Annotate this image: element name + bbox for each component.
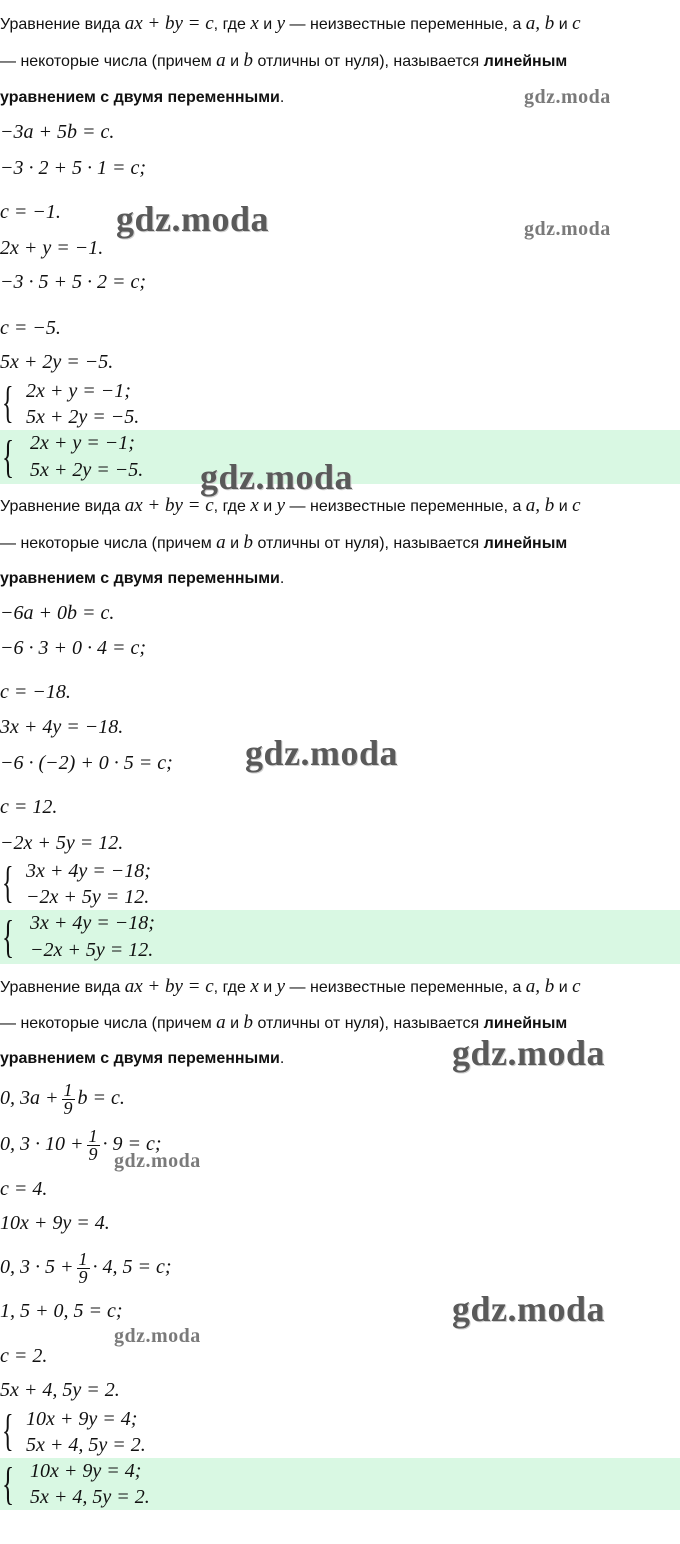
definition-var: a, b xyxy=(525,495,555,516)
fraction-numerator: 1 xyxy=(63,1080,73,1100)
definition-text: и xyxy=(558,16,568,33)
definition-text: , где xyxy=(213,16,246,33)
answer-equation: 3x + 4y = −18; xyxy=(30,912,155,934)
answer-equation: 5x + 2y = −5. xyxy=(30,459,144,481)
definition-equation: ax + by = c xyxy=(124,13,214,34)
definition-text: Уравнение вида xyxy=(0,16,121,33)
definition-var: a, b xyxy=(525,13,555,34)
brace-icon: { xyxy=(2,858,14,907)
brace-icon: { xyxy=(2,431,15,482)
definition-line-1 xyxy=(0,496,581,517)
definition-text: Уравнение вида xyxy=(0,979,121,996)
definition-text: — неизвестные переменные, а xyxy=(289,979,522,996)
math-line: −6 · (−2) + 0 · 5 = c; xyxy=(0,752,173,774)
definition-line-1 xyxy=(0,977,581,998)
definition-var: y xyxy=(276,495,286,516)
definition-text: , где xyxy=(213,498,246,515)
definition-var: y xyxy=(276,976,286,997)
fraction-denominator: 9 xyxy=(78,1267,88,1287)
definition-line-2 xyxy=(0,533,567,554)
definition-text: отличны от нуля), называется xyxy=(257,53,480,70)
brace-icon: { xyxy=(2,1406,14,1455)
definition-text: — некоторые числа (причем xyxy=(0,53,212,70)
math-line: 5x + 2y = −5. xyxy=(0,351,114,373)
definition-var: x xyxy=(250,13,259,34)
equation-system xyxy=(0,1406,300,1458)
definition-text: и xyxy=(230,535,240,552)
answer-equation: 5x + 4, 5y = 2. xyxy=(30,1486,150,1508)
math-line: 10x + 9y = 4. xyxy=(0,1212,110,1234)
fraction xyxy=(87,1128,100,1163)
math-part: · 9 = c; xyxy=(102,1133,162,1156)
math-part: b = c. xyxy=(77,1087,125,1110)
math-line: c = 4. xyxy=(0,1178,48,1200)
math-part: 0, 3 · 5 + xyxy=(0,1256,74,1279)
fraction-denominator: 9 xyxy=(63,1098,73,1118)
definition-var: a xyxy=(216,532,226,553)
definition-text: — некоторые числа (причем xyxy=(0,1015,212,1032)
math-line: −6a + 0b = c. xyxy=(0,602,115,624)
math-line: −3 · 5 + 5 · 2 = c; xyxy=(0,271,147,293)
definition-text: — некоторые числа (причем xyxy=(0,535,212,552)
answer-equation: −2x + 5y = 12. xyxy=(30,939,154,961)
definition-text: и xyxy=(263,979,273,996)
definition-var: a, b xyxy=(525,976,555,997)
math-line: c = −1. xyxy=(0,201,61,223)
math-line: −2x + 5y = 12. xyxy=(0,832,124,854)
definition-var: c xyxy=(572,976,581,997)
definition-text: и xyxy=(558,498,568,515)
definition-term: уравнением с двумя переменными xyxy=(0,89,280,106)
definition-var: b xyxy=(243,1012,254,1033)
definition-text: , где xyxy=(213,979,246,996)
watermark-logo: gdz.moda xyxy=(524,218,611,240)
brace-icon: { xyxy=(2,378,14,427)
math-line: −3 · 2 + 5 · 1 = c; xyxy=(0,157,147,179)
math-line: −6 · 3 + 0 · 4 = c; xyxy=(0,637,147,659)
fraction-numerator: 1 xyxy=(78,1249,88,1269)
system-equation: −2x + 5y = 12. xyxy=(26,886,150,908)
definition-var: b xyxy=(243,50,254,71)
definition-text: отличны от нуля), называется xyxy=(257,1015,480,1032)
system-equation: 5x + 2y = −5. xyxy=(26,406,140,428)
definition-line-2 xyxy=(0,1013,567,1034)
definition-term: линейным xyxy=(483,535,568,552)
definition-var: b xyxy=(243,532,254,553)
definition-var: x xyxy=(250,976,259,997)
definition-text: — неизвестные переменные, а xyxy=(289,16,522,33)
watermark-logo: gdz.moda xyxy=(114,1325,201,1347)
definition-var: a xyxy=(216,50,226,71)
definition-var: x xyxy=(250,495,259,516)
math-line: c = −5. xyxy=(0,317,61,339)
math-line: 1, 5 + 0, 5 = c; xyxy=(0,1300,123,1322)
definition-text: и xyxy=(230,1015,240,1032)
watermark-logo: gdz.moda xyxy=(452,1289,606,1329)
system-equation: 5x + 4, 5y = 2. xyxy=(26,1434,146,1456)
definition-term: уравнением с двумя переменными xyxy=(0,570,280,587)
definition-line-1 xyxy=(0,14,581,35)
system-equation: 2x + y = −1; xyxy=(26,380,131,402)
definition-line-3 xyxy=(0,88,284,108)
math-line-fraction xyxy=(0,1082,125,1117)
math-line: c = −18. xyxy=(0,681,71,703)
definition-text: отличны от нуля), называется xyxy=(257,535,480,552)
watermark-logo: gdz.moda xyxy=(245,733,399,773)
definition-var: c xyxy=(572,13,581,34)
equation-system xyxy=(0,858,300,910)
math-line: 5x + 4, 5y = 2. xyxy=(0,1379,120,1401)
definition-text: . xyxy=(279,89,285,106)
definition-text: — неизвестные переменные, а xyxy=(289,498,522,515)
math-line: c = 2. xyxy=(0,1345,48,1367)
fraction xyxy=(77,1251,90,1286)
fraction xyxy=(62,1082,75,1117)
math-line: 3x + 4y = −18. xyxy=(0,716,124,738)
definition-line-3 xyxy=(0,569,284,589)
math-line: −3a + 5b = c. xyxy=(0,121,115,143)
definition-var: c xyxy=(572,495,581,516)
watermark-logo: gdz.moda xyxy=(524,86,611,108)
definition-var: y xyxy=(276,13,286,34)
definition-term: линейным xyxy=(483,53,568,70)
watermark-logo: gdz.moda xyxy=(452,1033,606,1073)
definition-equation: ax + by = c xyxy=(124,976,214,997)
brace-icon: { xyxy=(2,911,15,962)
equation-system xyxy=(0,378,300,430)
watermark-logo: gdz.moda xyxy=(116,199,270,239)
brace-icon: { xyxy=(2,1458,15,1509)
definition-text: и xyxy=(230,53,240,70)
definition-term: линейным xyxy=(483,1015,568,1032)
fraction-numerator: 1 xyxy=(88,1126,98,1146)
math-line: c = 12. xyxy=(0,796,58,818)
math-part: 0, 3 · 10 + xyxy=(0,1133,84,1156)
answer-equation: 2x + y = −1; xyxy=(30,432,135,454)
math-line-fraction xyxy=(0,1251,172,1286)
definition-line-2 xyxy=(0,51,567,72)
math-part: · 4, 5 = c; xyxy=(92,1256,172,1279)
definition-line-3 xyxy=(0,1049,284,1069)
watermark-logo: gdz.moda xyxy=(200,457,354,497)
math-part: 0, 3a + xyxy=(0,1087,59,1110)
definition-text: и xyxy=(263,16,273,33)
definition-text: Уравнение вида xyxy=(0,498,121,515)
definition-var: a xyxy=(216,1012,226,1033)
definition-text: . xyxy=(279,570,285,587)
answer-system xyxy=(0,910,300,964)
definition-text: и xyxy=(558,979,568,996)
watermark-logo: gdz.moda xyxy=(114,1150,201,1172)
answer-system xyxy=(0,1458,300,1510)
definition-equation: ax + by = c xyxy=(124,495,214,516)
math-line: 2x + y = −1. xyxy=(0,237,104,259)
definition-text: и xyxy=(263,498,273,515)
answer-equation: 10x + 9y = 4; xyxy=(30,1460,142,1482)
definition-text: . xyxy=(279,1050,285,1067)
fraction-denominator: 9 xyxy=(88,1144,98,1164)
system-equation: 10x + 9y = 4; xyxy=(26,1408,138,1430)
system-equation: 3x + 4y = −18; xyxy=(26,860,151,882)
definition-term: уравнением с двумя переменными xyxy=(0,1050,280,1067)
